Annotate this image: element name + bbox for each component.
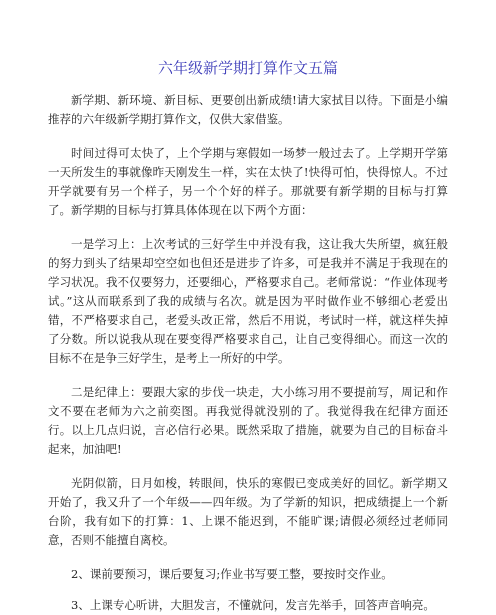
paragraph-item-3: 3、上课专心听讲，大胆发言，不懂就问，发言先举手，回答声音响亮。: [71, 598, 435, 612]
paragraph-new-term: 光阴似箭，日月如梭，转眼间，快乐的寒假已变成美好的回忆。新学期又开始了，我又升了一个年级——四年级。为了学新的知识，把成绩提上一个新台阶，我有如下的打算：1、上课不能迟到，不能旷课;请假必须经过老师同意，否则不能擅自离校。: [48, 476, 448, 547]
paragraph-discipline: 二是纪律上：要跟大家的步伐一块走，大小练习用不要提前写，周记和作文不要在老师为六之前奕图。再我觉得就没别的了。我觉得我在纪律方面还行。以上几点归说，言必信行必果。既然采取了措施，就要为自己的目标奋斗起来，加油吧!: [48, 385, 448, 456]
paragraph-goals: 时间过得可太快了，上个学期与寒假如一场梦一般过去了。上学期开学第一天所发生的事就像昨天刚发生一样，实在太快了!快得可怕，快得惊人。不过开学就要有另一个样子，另一个个好的样子。那就要有新学期的目标与打算了。新学期的目标与打算具体体现在以下两个方面：: [48, 146, 448, 217]
paragraph-item-2: 2、课前要预习，课后要复习;作业书写要工整，要按时交作业。: [71, 567, 393, 581]
paragraph-study: 一是学习上：上次考试的三好学生中并没有我，这让我大失所望，疯狂般的努力到头了结果却空空如也但还是进步了许多，可是我并不满足于我现在的学习状况。我不仅要努力，还要细心，严格要求自己。老师常说：“作业体现考试。”这从而联系到了我的成绩与名次。就是因为平时做作业不够细心老爱出错，不严格要求自己，老爱头改正常，然后不用说，考试时一样，就这样失掉了分数。所以说我从现在要变得严格要求自己，让自己变得细心。而这一次的目标不在是争三好学生，是考上一所好的中学。: [48, 237, 448, 365]
document-title: 六年级新学期打算作文五篇: [157, 59, 338, 77]
paragraph-intro: 新学期、新环境、新目标、更要创出新成绩!请大家拭目以待。下面是小编推荐的六年级新学期打算作文，仅供大家借鉴。: [48, 93, 448, 126]
